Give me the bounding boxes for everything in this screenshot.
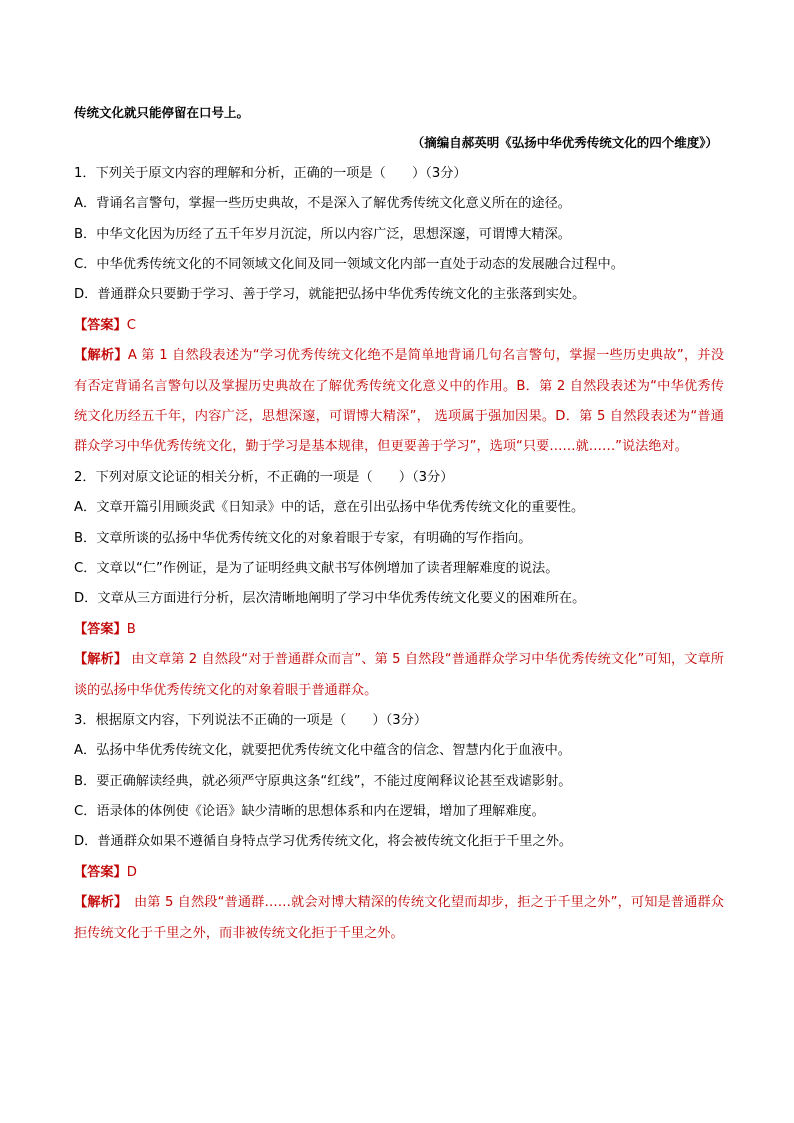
answer-row (74, 615, 724, 645)
option-a: A．背诵名言警句，掌握一些历史典故，不是深入了解优秀传统文化意义所在的途径。 (74, 196, 571, 212)
answer-value: D (126, 864, 137, 880)
option-c: C．文章以“仁”作例证，是为了证明经典文献书写体例增加了读者理解难度的说法。 (74, 560, 559, 576)
analysis-block (74, 888, 724, 949)
document-page (74, 98, 724, 949)
analysis-block (74, 645, 724, 706)
answer-value: C (126, 317, 136, 333)
question-1 (74, 159, 724, 463)
answer-label: 【答案】 (74, 621, 127, 637)
answer-row (74, 858, 724, 888)
option-c: C．语录体的体例使《论语》缺少清晰的思想体系和内在逻辑，增加了理解难度。 (74, 804, 545, 820)
answer-label: 【答案】 (74, 317, 127, 333)
option-a: A．文章开篇引用顾炎武《日知录》中的话，意在引出弘扬中华优秀传统文化的重要性。 (74, 500, 585, 516)
intro-tail: 传统文化就只能停留在口号上。 (74, 105, 250, 120)
analysis-label: 【解析】 (74, 348, 128, 364)
question-2 (74, 463, 724, 706)
analysis-text: 由第 5 自然段“普通群……就会对博大精深的传统文化望而却步，拒之于千里之外”，可知是普通群众拒传统文化于千里之外，而非被传统文化拒于千里之外。 (74, 895, 724, 941)
question-stem: 2．下列对原文论证的相关分析，不正确的一项是（ ）（3分） (74, 469, 454, 485)
analysis-label: 【解析】 (74, 895, 121, 911)
option-a: A．弘扬中华优秀传统文化，就要把优秀传统文化中蕴含的信念、智慧内化于血液中。 (74, 743, 571, 759)
question-3 (74, 706, 724, 949)
option-d: D．文章从三方面进行分析，层次清晰地阐明了学习中华优秀传统文化要义的困难所在。 (74, 591, 586, 607)
answer-label: 【答案】 (74, 864, 127, 880)
analysis-text: 由文章第 2 自然段“对于普通群众而言”、第 5 自然段“普通群众学习中华优秀传统文化”可知，文章所谈的弘扬中华优秀传统文化的对象着眼于普通群众。 (74, 652, 724, 698)
option-b: B．中华文化因为历经了五千年岁月沉淀，所以内容广泛，思想深邃，可谓博大精深。 (74, 226, 571, 242)
answer-value: B (126, 621, 136, 637)
option-c: C．中华优秀传统文化的不同领域文化间及同一领域文化内部一直处于动态的发展融合过程中。 (74, 256, 624, 272)
question-stem: 3．根据原文内容，下列说法不正确的一项是（ ）（3分） (74, 712, 428, 728)
answer-row (74, 311, 724, 341)
option-d: D．普通群众如果不遵循自身特点学习优秀传统文化，将会被传统文化拒于千里之外。 (74, 834, 573, 850)
option-d: D．普通群众只要勤于学习、善于学习，就能把弘扬中华优秀传统文化的主张落到实处。 (74, 287, 586, 303)
analysis-text: A 第 1 自然段表述为“学习优秀传统文化绝不是简单地背诵几句名言警句，掌握一些历史典故”，并没有否定背诵名言警句以及掌握历史典故在了解优秀传统文化意义中的作用。B．第 2 自然段表述为“中华优秀传统文化历经五千年，内容广泛，思想深邃，可谓博大精深”， 选项属于强加因果。D．第 5 自然段表述为“普通群众学习中华优秀传统文化，勤于学习是基本规律，但更要善于学习”，选项“只要……就……”说法绝对。 (74, 348, 725, 455)
analysis-label: 【解析】 (74, 652, 128, 668)
question-stem: 1．下列关于原文内容的理解和分析，正确的一项是（ ）（3分） (74, 165, 467, 181)
option-b: B．要正确解读经典，就必须严守原典这条“红线”，不能过度阐释议论甚至戏谑影射。 (74, 773, 572, 789)
source-citation: （摘编自郝英明《弘扬中华优秀传统文化的四个维度》） (411, 135, 718, 151)
analysis-block (74, 341, 724, 463)
option-b: B．文章所谈的弘扬中华优秀传统文化的对象着眼于专家，有明确的写作指向。 (74, 530, 532, 546)
